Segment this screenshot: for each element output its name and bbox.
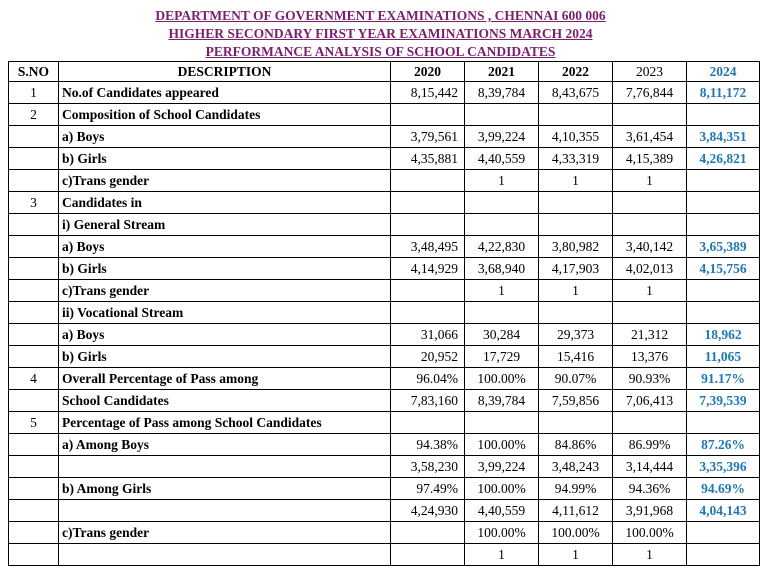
cell-description: c)Trans gender [59, 522, 391, 544]
cell-2021 [465, 214, 539, 236]
cell-2023: 4,15,389 [613, 148, 687, 170]
cell-2021 [465, 412, 539, 434]
cell-2021 [465, 302, 539, 324]
cell-2020: 4,14,929 [391, 258, 465, 280]
cell-2023: 3,40,142 [613, 236, 687, 258]
cell-2021: 100.00% [465, 434, 539, 456]
cell-2023: 1 [613, 544, 687, 566]
cell-2021: 17,729 [465, 346, 539, 368]
cell-sno [9, 324, 59, 346]
cell-2021: 4,22,830 [465, 236, 539, 258]
cell-description: i) General Stream [59, 214, 391, 236]
cell-sno: 2 [9, 104, 59, 126]
cell-2020 [391, 214, 465, 236]
cell-2020: 3,79,561 [391, 126, 465, 148]
table-row [9, 368, 760, 390]
cell-2020 [391, 302, 465, 324]
cell-2022: 3,48,243 [539, 456, 613, 478]
report-section-title: PERFORMANCE ANALYSIS OF SCHOOL CANDIDATES [205, 44, 556, 59]
cell-2022: 8,43,675 [539, 82, 613, 104]
cell-2022 [539, 302, 613, 324]
cell-description: b) Girls [59, 258, 391, 280]
cell-2023: 3,14,444 [613, 456, 687, 478]
cell-2020: 3,58,230 [391, 456, 465, 478]
cell-description: c)Trans gender [59, 170, 391, 192]
cell-sno [9, 280, 59, 302]
cell-2021: 4,40,559 [465, 500, 539, 522]
cell-2024: 91.17% [687, 368, 760, 390]
cell-2022: 1 [539, 170, 613, 192]
cell-sno [9, 500, 59, 522]
cell-2023: 100.00% [613, 522, 687, 544]
table-row [9, 456, 760, 478]
cell-2021: 8,39,784 [465, 390, 539, 412]
cell-2024 [687, 412, 760, 434]
cell-2020 [391, 104, 465, 126]
cell-description: No.of Candidates appeared [59, 82, 391, 104]
cell-description: a) Boys [59, 324, 391, 346]
cell-2022: 84.86% [539, 434, 613, 456]
cell-2020 [391, 522, 465, 544]
cell-2021: 4,40,559 [465, 148, 539, 170]
table-header-row [9, 62, 760, 82]
cell-2022: 4,33,319 [539, 148, 613, 170]
cell-2021: 3,99,224 [465, 126, 539, 148]
table-row [9, 104, 760, 126]
cell-2021: 8,39,784 [465, 82, 539, 104]
cell-2020: 7,83,160 [391, 390, 465, 412]
cell-description: Overall Percentage of Pass among [59, 368, 391, 390]
cell-2024 [687, 302, 760, 324]
table-row [9, 522, 760, 544]
cell-2023: 3,61,454 [613, 126, 687, 148]
cell-2024 [687, 522, 760, 544]
cell-2022: 29,373 [539, 324, 613, 346]
cell-sno [9, 170, 59, 192]
cell-sno [9, 258, 59, 280]
table-row [9, 170, 760, 192]
cell-2023: 13,376 [613, 346, 687, 368]
cell-description: b) Girls [59, 346, 391, 368]
cell-sno [9, 346, 59, 368]
cell-2024 [687, 544, 760, 566]
cell-2020 [391, 280, 465, 302]
table-row [9, 126, 760, 148]
cell-2024: 4,15,756 [687, 258, 760, 280]
cell-2023 [613, 192, 687, 214]
report-title: DEPARTMENT OF GOVERNMENT EXAMINATIONS , CHENNAI 600 006 [155, 8, 606, 23]
cell-description: a) Among Boys [59, 434, 391, 456]
cell-2022 [539, 214, 613, 236]
cell-description: a) Boys [59, 126, 391, 148]
cell-2020 [391, 170, 465, 192]
cell-sno [9, 236, 59, 258]
cell-2020: 31,066 [391, 324, 465, 346]
cell-2023 [613, 412, 687, 434]
performance-table [8, 61, 760, 566]
cell-2024: 4,04,143 [687, 500, 760, 522]
cell-2023: 1 [613, 280, 687, 302]
cell-2021: 30,284 [465, 324, 539, 346]
cell-2020: 20,952 [391, 346, 465, 368]
col-header-2023: 2023 [613, 62, 687, 82]
cell-description: Composition of School Candidates [59, 104, 391, 126]
table-row [9, 434, 760, 456]
cell-2020: 4,35,881 [391, 148, 465, 170]
cell-2021 [465, 104, 539, 126]
cell-2024: 3,84,351 [687, 126, 760, 148]
cell-2022: 100.00% [539, 522, 613, 544]
cell-2024: 94.69% [687, 478, 760, 500]
table-row [9, 258, 760, 280]
cell-2023: 7,76,844 [613, 82, 687, 104]
report-subtitle: HIGHER SECONDARY FIRST YEAR EXAMINATIONS MARCH 2024 [168, 26, 593, 41]
cell-2024: 11,065 [687, 346, 760, 368]
table-row [9, 192, 760, 214]
cell-2022: 4,10,355 [539, 126, 613, 148]
cell-2021 [465, 192, 539, 214]
cell-2021: 3,99,224 [465, 456, 539, 478]
cell-description: c)Trans gender [59, 280, 391, 302]
cell-description [59, 456, 391, 478]
cell-description: b) Among Girls [59, 478, 391, 500]
cell-2024: 4,26,821 [687, 148, 760, 170]
col-header-2024: 2024 [687, 62, 760, 82]
cell-sno [9, 456, 59, 478]
col-header-description: DESCRIPTION [59, 62, 391, 82]
cell-sno: 3 [9, 192, 59, 214]
cell-2023: 1 [613, 170, 687, 192]
cell-2023 [613, 214, 687, 236]
col-header-2021: 2021 [465, 62, 539, 82]
cell-sno [9, 126, 59, 148]
table-row [9, 390, 760, 412]
cell-description: School Candidates [59, 390, 391, 412]
cell-2023 [613, 104, 687, 126]
table-row [9, 412, 760, 434]
cell-2021: 1 [465, 544, 539, 566]
table-row [9, 500, 760, 522]
cell-sno [9, 148, 59, 170]
table-row [9, 302, 760, 324]
cell-sno [9, 478, 59, 500]
cell-2022: 4,11,612 [539, 500, 613, 522]
cell-2022: 90.07% [539, 368, 613, 390]
cell-2024: 87.26% [687, 434, 760, 456]
cell-2024: 7,39,539 [687, 390, 760, 412]
cell-sno [9, 390, 59, 412]
cell-2021: 100.00% [465, 478, 539, 500]
cell-2024: 18,962 [687, 324, 760, 346]
cell-2020 [391, 192, 465, 214]
col-header-2020: 2020 [391, 62, 465, 82]
cell-2023: 3,91,968 [613, 500, 687, 522]
cell-2020: 94.38% [391, 434, 465, 456]
cell-2020: 4,24,930 [391, 500, 465, 522]
cell-2024: 3,65,389 [687, 236, 760, 258]
table-row [9, 324, 760, 346]
cell-2022: 1 [539, 544, 613, 566]
cell-2024 [687, 280, 760, 302]
cell-sno: 1 [9, 82, 59, 104]
cell-2022 [539, 412, 613, 434]
table-row [9, 82, 760, 104]
cell-2020 [391, 544, 465, 566]
table-row [9, 346, 760, 368]
cell-2024 [687, 214, 760, 236]
cell-2022: 3,80,982 [539, 236, 613, 258]
cell-sno [9, 302, 59, 324]
cell-2023: 4,02,013 [613, 258, 687, 280]
cell-2023: 7,06,413 [613, 390, 687, 412]
col-header-2022: 2022 [539, 62, 613, 82]
cell-2022 [539, 192, 613, 214]
col-header-sno: S.NO [9, 62, 59, 82]
cell-description: Percentage of Pass among School Candidates [59, 412, 391, 434]
cell-sno [9, 434, 59, 456]
cell-sno [9, 214, 59, 236]
cell-2020: 96.04% [391, 368, 465, 390]
cell-2024 [687, 170, 760, 192]
table-row [9, 214, 760, 236]
cell-2024: 3,35,396 [687, 456, 760, 478]
cell-2022: 1 [539, 280, 613, 302]
table-row [9, 148, 760, 170]
table-body [9, 82, 760, 566]
cell-description: Candidates in [59, 192, 391, 214]
cell-2023 [613, 302, 687, 324]
table-row [9, 236, 760, 258]
cell-2022: 94.99% [539, 478, 613, 500]
cell-description: a) Boys [59, 236, 391, 258]
cell-2021: 3,68,940 [465, 258, 539, 280]
cell-2021: 1 [465, 170, 539, 192]
cell-sno [9, 544, 59, 566]
cell-2020: 8,15,442 [391, 82, 465, 104]
cell-2020: 3,48,495 [391, 236, 465, 258]
table-row [9, 544, 760, 566]
cell-2023: 86.99% [613, 434, 687, 456]
cell-2021: 100.00% [465, 368, 539, 390]
cell-2024: 8,11,172 [687, 82, 760, 104]
cell-2023: 94.36% [613, 478, 687, 500]
cell-2020: 97.49% [391, 478, 465, 500]
cell-description: ii) Vocational Stream [59, 302, 391, 324]
cell-sno: 5 [9, 412, 59, 434]
cell-description [59, 500, 391, 522]
cell-sno [9, 522, 59, 544]
cell-2024 [687, 104, 760, 126]
cell-2021: 1 [465, 280, 539, 302]
cell-2022: 7,59,856 [539, 390, 613, 412]
cell-2021: 100.00% [465, 522, 539, 544]
cell-sno: 4 [9, 368, 59, 390]
cell-2020 [391, 412, 465, 434]
cell-2023: 21,312 [613, 324, 687, 346]
cell-2024 [687, 192, 760, 214]
cell-2022: 15,416 [539, 346, 613, 368]
cell-description [59, 544, 391, 566]
table-row [9, 280, 760, 302]
table-row [9, 478, 760, 500]
cell-description: b) Girls [59, 148, 391, 170]
cell-2022: 4,17,903 [539, 258, 613, 280]
cell-2022 [539, 104, 613, 126]
cell-2023: 90.93% [613, 368, 687, 390]
